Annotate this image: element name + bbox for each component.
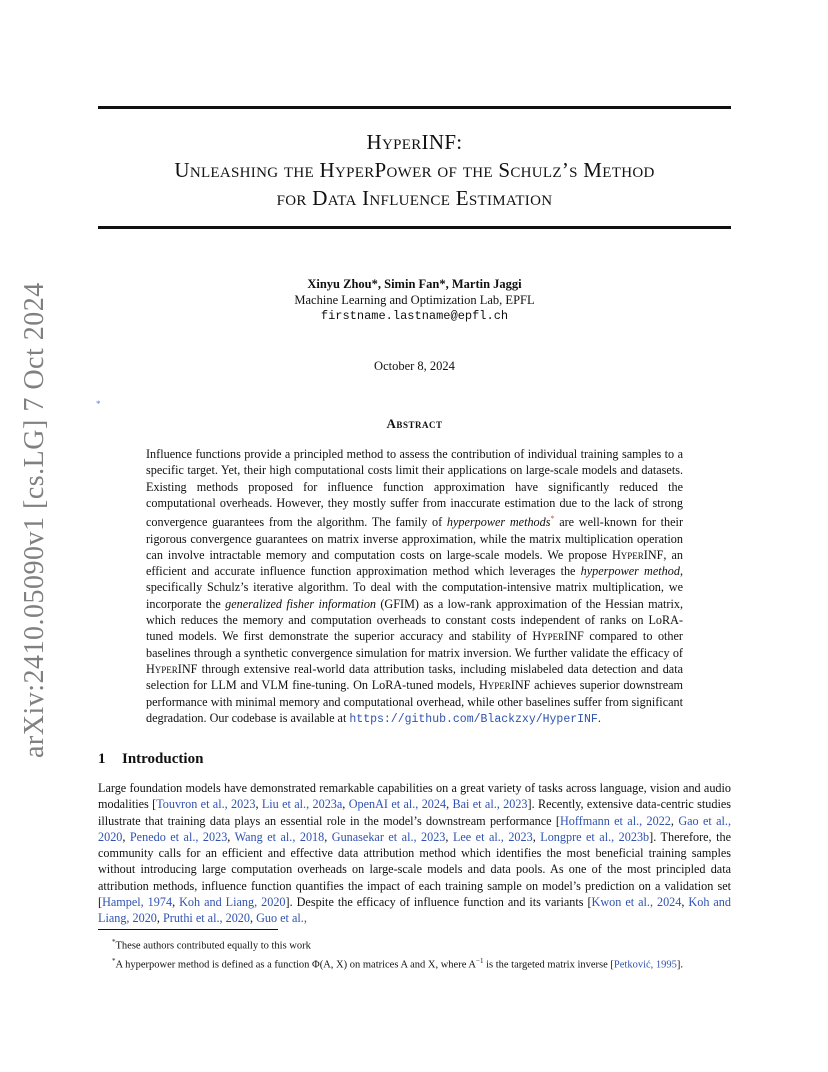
intro-text: ]. Therefore, the community calls for an efficient and effective data attribution method which identifies the most beneficial training samples without introducing large computation overheads on large-scale models and data pools. As one of the most principled data attribution methods, influence function quantifies the impact of each training sample on model’s prediction on a validation set [ [98, 829, 731, 910]
abstract-text: , specifically Schulz’s iterative algorithm. To deal with the computation-intensive matrix multiplication, we incorporate the [146, 564, 683, 611]
footnote-2: *A hyperpower method is defined as a function Φ(A, X) on matrices A and X, where $A^{-1}$ is the targeted matrix inverse [Petković, 1995]. [112, 956, 684, 970]
title-line-3: for Data Influence Estimation [276, 186, 553, 210]
citation-link[interactable]: Koh and Liang, 2020 [98, 895, 731, 926]
footnotes [98, 935, 731, 972]
section-number: 1 [98, 751, 106, 767]
citation-link[interactable]: Gao et al., 2020 [98, 813, 731, 844]
citation-link[interactable]: Lee et al., 2023 [452, 829, 533, 844]
title-rule-top [98, 106, 731, 109]
paper-date: October 8, 2024 [374, 359, 455, 373]
abstract-emph: hyperpower method [580, 564, 680, 579]
citation-link[interactable]: Petković, 1995 [613, 959, 677, 970]
author-block [98, 276, 731, 324]
method-name: HyperINF [146, 661, 198, 676]
section-heading [98, 751, 203, 768]
abstract-body [146, 446, 683, 728]
footnote-1: *These authors contributed equally to this work [112, 938, 311, 952]
footnote-superscript: −1 [476, 956, 484, 965]
author-names: Xinyu Zhou*, Simin Fan*, Martin Jaggi [307, 277, 522, 291]
citation-link[interactable]: Koh and Liang, 2020 [179, 895, 286, 910]
intro-paragraph: Large foundation models have demonstrated remarkable capabilities on a great variety of tasks across language, vision and audio modalities [Touvron et al., 2023, Liu et al., 2023a, OpenAI et al., 2024, Bai et al., 2023]. Recently, extensive data-centric studies illustrate that training data plays an essential role in the model’s downstream performance [Hoffmann et al., 2022, Gao et al., 2020, Penedo et al., 2023, Wang et al., 2018, Gunasekar et al., 2023, Lee et al., 2023, Longpre et al., 2023b]. Therefore, the community calls for an efficient and effective data attribution method which identifies the most beneficial training samples without introducing large computation overheads on large-scale models and data pools. As one of the most principled data attribution methods, influence function quantifies the impact of each training sample on model’s prediction on a validation set [Hampel, 1974, Koh and Liang, 2020]. Despite the efficacy of influence function and its variants [Kwon et al., 2024, Koh and Liang, 2020, Pruthi et al., 2020, Guo et al., [98, 781, 732, 926]
abstract-text: Influence functions provide a principled method to assess the contribution of individual training samples to a specific target. Yet, their high computational costs limit their applications on large-scale models and datasets. Existing methods proposed for influence function approximation have significantly reduced the computational overheads. However, they mostly suffer from inaccurate estimation due to the lack of strong convergence guarantees from the algorithm. The family of [146, 447, 683, 530]
footnote-text: ]. [676, 959, 684, 970]
codebase-link[interactable]: https://github.com/Blackzxy/HyperINF [349, 712, 598, 726]
title-line-2: Unleashing the HyperPower of the Schulz’s Method [174, 158, 655, 182]
citation-link[interactable]: Gunasekar et al., 2023 [331, 829, 446, 844]
margin-footnote-mark: * [96, 399, 101, 409]
paper-title [98, 128, 731, 212]
footnote-text: These authors contributed equally to this work [115, 940, 311, 952]
citation-link[interactable]: Penedo et al., 2023 [129, 829, 228, 844]
citation-link[interactable]: OpenAI et al., 2024 [348, 797, 447, 812]
abstract-text: through extensive real-world data attribution tasks, including mislabeled data detection and data selection for LLM and VLM fine-tuning. On LoRA-tuned models, [146, 661, 683, 693]
footnote-text: is the targeted matrix inverse [ [483, 959, 614, 970]
abstract-text: achieves superior downstream performance with minimal memory and computational overhead, while other baselines suffer from significant degradation. Our codebase is available at [146, 678, 683, 725]
citation-link[interactable]: Guo et al., [256, 911, 307, 926]
intro-text: Large foundation models have demonstrated remarkable capabilities on a great variety of tasks across language, vision and audio modalities [ [98, 781, 731, 812]
abstract-heading: Abstract [386, 416, 443, 431]
abstract-text: . [597, 710, 601, 725]
abstract-emph: hyperpower methods [446, 515, 551, 530]
abstract-text: compared to other baselines through a synthetic convergence simulation for matrix inversion. We further validate the efficacy of [146, 629, 683, 660]
footnote-rule [98, 929, 278, 930]
intro-text: ]. Despite the efficacy of influence function and its variants [ [285, 895, 592, 910]
citation-link[interactable]: Wang et al., 2018 [234, 829, 325, 844]
method-name: HyperINF [478, 678, 531, 693]
citation-link[interactable]: Kwon et al., 2024 [591, 895, 682, 910]
method-name: HyperINF [532, 629, 584, 644]
citation-link[interactable]: Hoffmann et al., 2022 [559, 813, 671, 828]
abstract-text: , an efficient and accurate influence function approximation method which leverages the [146, 547, 683, 579]
author-email: firstname.lastname@epfl.ch [320, 309, 509, 323]
affiliation: Machine Learning and Optimization Lab, EPFL [294, 293, 535, 307]
citation-link[interactable]: Longpre et al., 2023b [540, 829, 650, 844]
abstract-text: are well-known for their rigorous convergence guarantees on matrix inverse approximation, while the matrix multiplication operation can involve intractable memory and computation costs on large-scale models. We propose [146, 515, 683, 562]
citation-link[interactable]: Bai et al., 2023 [452, 797, 528, 812]
intro-text: ]. Recently, extensive data-centric studies illustrate that training data plays an essential role in the model’s downstream performance [ [98, 797, 732, 828]
citation-link[interactable]: Liu et al., 2023a [261, 797, 343, 812]
title-line-1: HyperINF: [366, 130, 463, 154]
abstract-emph: generalized fisher information [225, 596, 377, 611]
citation-link[interactable]: Hampel, 1974 [102, 895, 173, 910]
footnote-text: A hyperpower method is defined as a function Φ(A, X) on matrices A and X, where A [115, 959, 477, 970]
citation-link[interactable]: Pruthi et al., 2020 [163, 911, 250, 926]
abstract-text: (GFIM) as a low-rank approximation of the Hessian matrix, which reduces the memory and computation overheads to constant costs independent of ranks on LoRA-tuned models. We first demonstrate the superior accuracy and stability of [146, 596, 683, 644]
arxiv-stamp: arXiv:2410.05090v1 [cs.LG] 7 Oct 2024 [19, 282, 50, 758]
footnote-marker[interactable]: * [550, 514, 555, 524]
title-rule-bottom [98, 226, 731, 229]
section-title: Introduction [122, 751, 204, 767]
citation-link[interactable]: Touvron et al., 2023 [156, 797, 256, 812]
method-name: HyperINF [611, 547, 664, 562]
